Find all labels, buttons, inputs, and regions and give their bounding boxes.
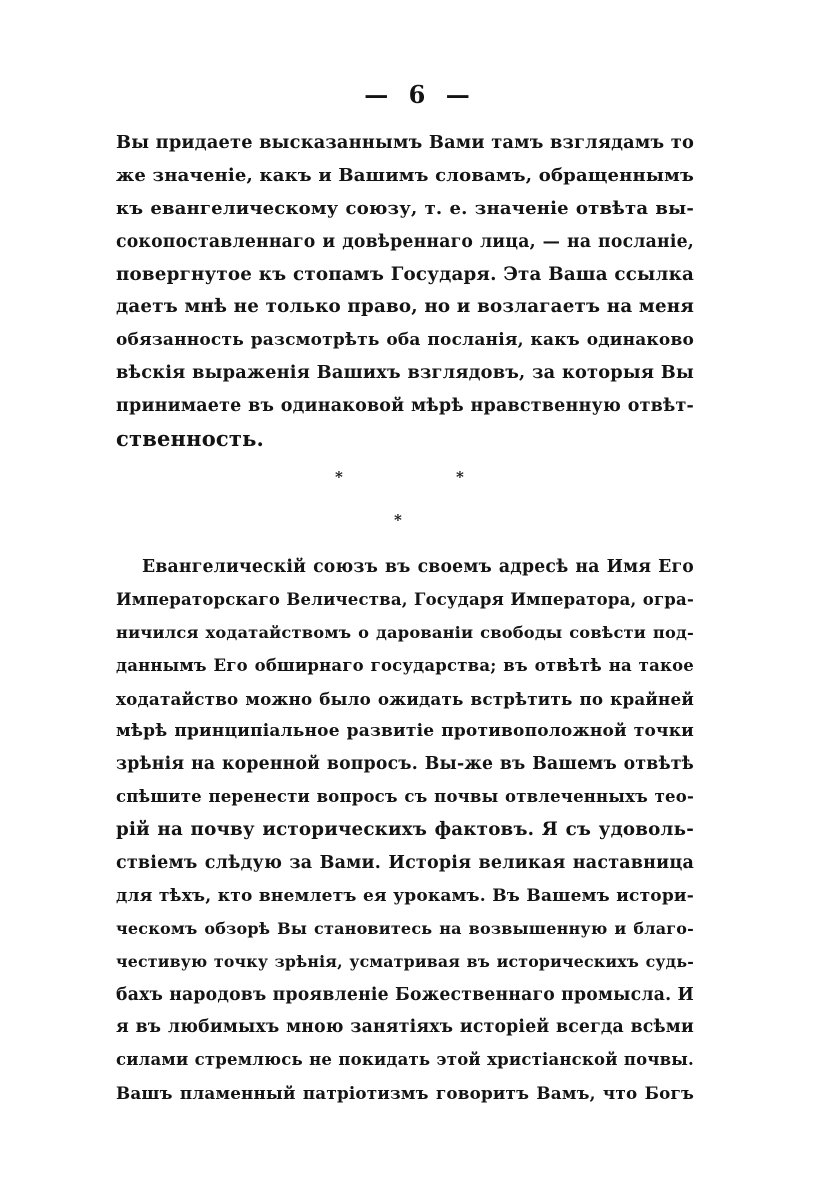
text-line: повергнутое къ стопамъ Государя. Эта Ваша ссылка xyxy=(116,263,694,285)
text-line: ческомъ обзорѣ Вы становитесь на возвышенную и благо- xyxy=(116,918,694,938)
text-line: мѣрѣ принципіальное развитіе противоположной точки xyxy=(116,721,694,742)
text-line: Евангелическій союзъ въ своемъ адресѣ на Имя Его xyxy=(142,557,694,577)
text-line: принимаете въ одинаковой мѣрѣ нравственную отвѣт- xyxy=(116,396,694,417)
text-line: Вы придаете высказаннымъ Вами тамъ взглядамъ то xyxy=(116,132,694,153)
text-line: ственность. xyxy=(116,426,265,452)
text-line: рій на почву историческихъ фактовъ. Я съ удоволь- xyxy=(116,819,694,841)
text-line: даетъ мнѣ не только право, но и возлагаетъ на меня xyxy=(116,296,695,318)
text-line: обязанность разсмотрѣть оба посланія, какъ одинаково xyxy=(116,330,694,351)
text-line: ничился ходатайствомъ о дарованіи свободы совѣсти под- xyxy=(116,622,694,642)
text-line: для тѣхъ, кто внемлетъ ея урокамъ. Въ Вашемъ истори- xyxy=(116,885,694,906)
text-line: же значеніе, какъ и Вашимъ словамъ, обращеннымъ xyxy=(116,164,694,186)
text-line: вѣскія выраженія Вашихъ взглядовъ, за которыя Вы xyxy=(116,362,694,384)
paragraph-1 xyxy=(116,127,694,456)
text-line: честивую точку зрѣнія, усматривая въ историческихъ судь- xyxy=(116,951,694,971)
text-line: ствіемъ слѣдую за Вами. Исторія великая наставница xyxy=(116,853,694,874)
text-line: силами стремлюсь не покидать этой христіанской почвы. xyxy=(116,1050,694,1070)
dinkus-star: * xyxy=(335,468,343,486)
page-number: — 6 — xyxy=(364,80,476,109)
text-line: Вашъ пламенный патріотизмъ говоритъ Вамъ, что Богъ xyxy=(116,1083,694,1104)
text-line: къ евангелическому союзу, т. е. значеніе отвѣта вы- xyxy=(116,197,694,219)
dinkus-star: * xyxy=(456,468,464,486)
text-line: спѣшите перенести вопросъ съ почвы отвлеченныхъ тео- xyxy=(116,787,694,807)
text-line: даннымъ Его обширнаго государства; въ отвѣтѣ на такое xyxy=(116,655,694,675)
text-line: бахъ народовъ проявленіе Божественнаго промысла. И xyxy=(116,984,694,1005)
text-line: я въ любимыхъ мною занятіяхъ исторіей всегда всѣми xyxy=(116,1017,694,1038)
paragraph-2 xyxy=(116,551,694,1110)
text-line: ходатайство можно было ожидать встрѣтить по крайней xyxy=(116,688,694,709)
text-line: Императорскаго Величества, Государя Императора, огра- xyxy=(116,589,694,609)
text-line: сокопоставленнаго и довѣреннаго лица, — на посланіе, xyxy=(116,231,694,252)
text-line: зрѣнія на коренной вопросъ. Вы-же въ Вашемъ отвѣтѣ xyxy=(116,754,694,775)
dinkus-star: * xyxy=(394,511,402,529)
